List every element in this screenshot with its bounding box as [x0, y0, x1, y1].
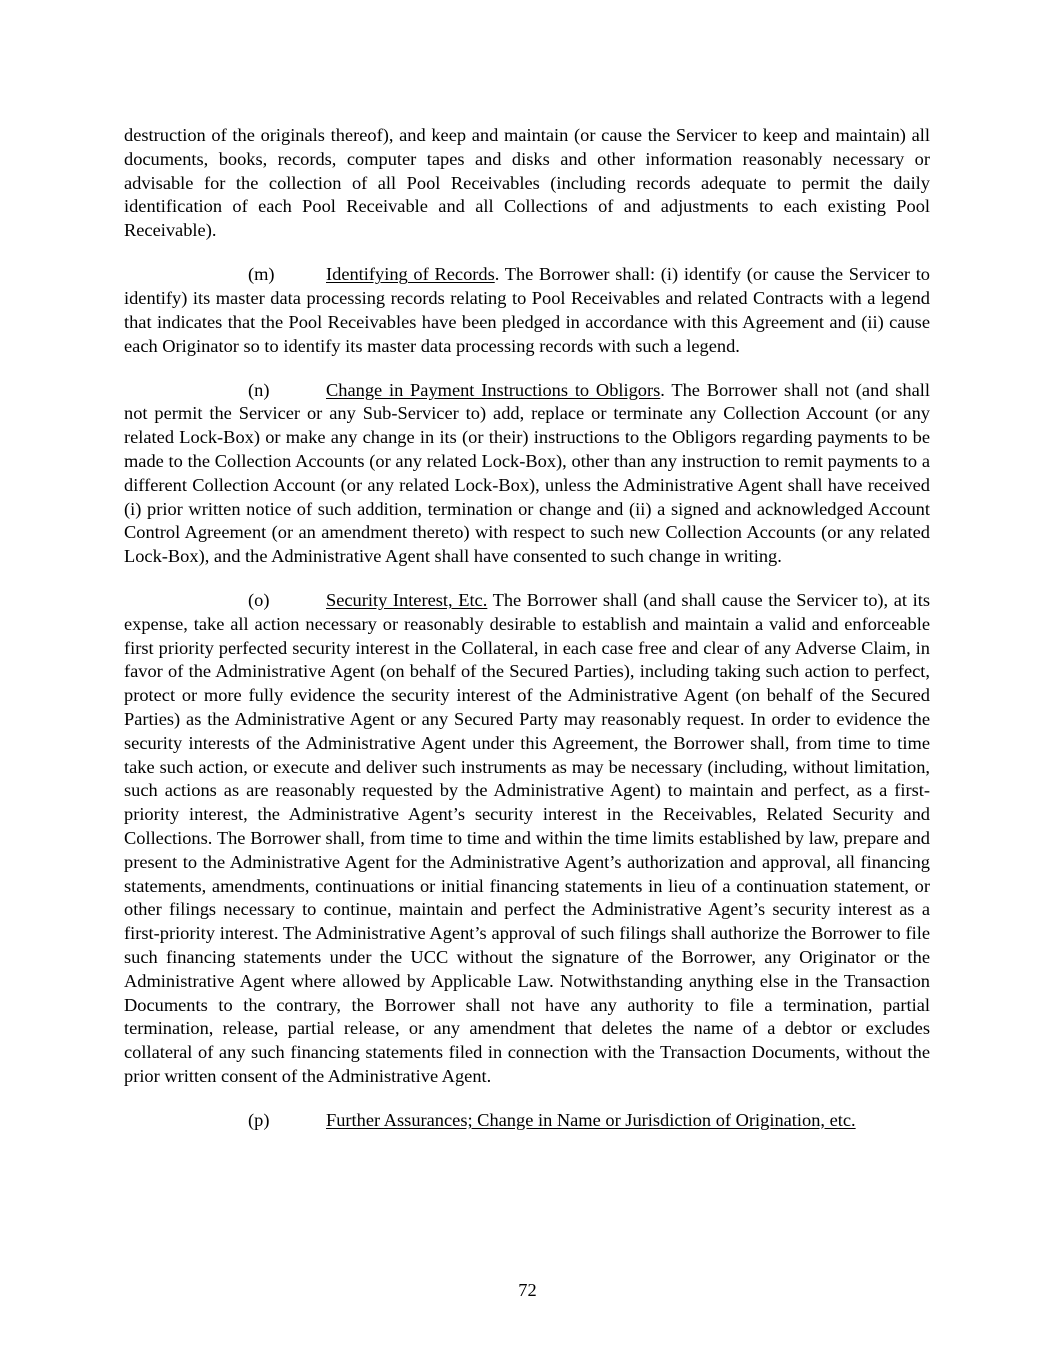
section-heading-punct: .: [660, 379, 665, 400]
section-body: The Borrower shall: (i) identify (or cause the Servicer to identify) its master data processing records relating to Pool Receivables and related Contracts with a legend that indicates that the Pool Receivables have been pledged in accordance with this Agreement and (ii) cause each Originator so to identify its master data processing records with such a legend.: [124, 264, 931, 356]
section-marker: (m): [248, 264, 275, 285]
section-heading-punct: .: [494, 264, 500, 285]
section-marker: (p): [248, 1109, 270, 1130]
section-n: [124, 379, 930, 569]
section-body: The Borrower shall (and shall cause the Servicer to), at its expense, take all action necessary or reasonably desirable to establish and maintain a valid and enforceable first priority perfected security interest in the Collateral, in each case free and clear of any Adverse Claim, in favor of the Administrative Agent (on behalf of the Secured Parties), including taking such action to perfect, protect or more fully evidence the security interest of the Administrative Agent (on behalf of the Secured Parties) as the Administrative Agent or any Secured Party may reasonably request. In order to evidence the security interests of the Administrative Agent under this Agreement, the Borrower shall, from time to time take such action, or execute and deliver such instruments as may be necessary (including, without limitation, such actions as are reasonably requested by the Administrative Agent) to maintain and perfect, as a first-priority interest, the Administrative Agent’s security interest in the Receivables, Related Security and Collections. The Borrower shall, from time to time and within the time limits established by law, prepare and present to the Administrative Agent for the Administrative Agent’s authorization and approval, all financing statements, amendments, continuations or initial financing statements in lieu of a continuation statement, or other filings necessary to continue, maintain and perfect the Administrative Agent’s security interest as a first-priority interest. The Administrative Agent’s approval of such filings shall authorize the Borrower to file such financing statements under the UCC without the signature of the Borrower, any Originator or the Administrative Agent where allowed by Applicable Law. Notwithstanding anything else in the Transaction Documents to the contrary, the Borrower shall not have any authority to file a termination, partial termination, release, partial release, or any amendment that deletes the name of a debtor or excludes collateral of any such financing statements filed in connection with the Transaction Documents, without the prior written consent of the Administrative Agent.: [124, 590, 930, 1086]
section-body: The Borrower shall not (and shall not permit the Servicer or any Sub-Servicer to) add, replace or terminate any Collection Account (or any related Lock-Box) or make any change in its (or their) instructions to the Obligors regarding payments to be made to the Collection Accounts (or any related Lock-Box), other than any instruction to remit payments to a different Collection Account (or any related Lock-Box), unless the Administrative Agent shall have received (i) prior written notice of such addition, termination or change and (ii) a signed and acknowledged Account Control Agreement (or an amendment thereto) with respect to such new Collection Accounts (or any related Lock-Box), and the Administrative Agent shall have consented to such change in writing.: [124, 379, 930, 567]
document-page: [124, 124, 930, 1153]
section-marker: (n): [248, 379, 270, 400]
section-o: [124, 589, 930, 1089]
intro-paragraph: destruction of the originals thereof), and keep and maintain (or cause the Servicer to keep and maintain) all documents, books, records, computer tapes and disks and other information reasonably necessary or advisable for the collection of all Pool Receivables (including records adequate to permit the daily identification of each Pool Receivable and all Collections of and adjustments to each existing Pool Receivable).: [124, 125, 930, 241]
section-heading: Change in Payment Instructions to Obligors: [326, 379, 661, 400]
section-heading: Further Assurances; Change in Name or Jurisdiction of Origination, etc.: [326, 1109, 856, 1130]
section-marker: (o): [248, 590, 270, 611]
page-number: 72: [518, 1280, 537, 1300]
section-heading: Identifying of Records: [326, 264, 495, 285]
section-heading: Security Interest, Etc.: [326, 590, 488, 611]
section-p: [124, 1109, 930, 1133]
section-m: [124, 263, 930, 358]
